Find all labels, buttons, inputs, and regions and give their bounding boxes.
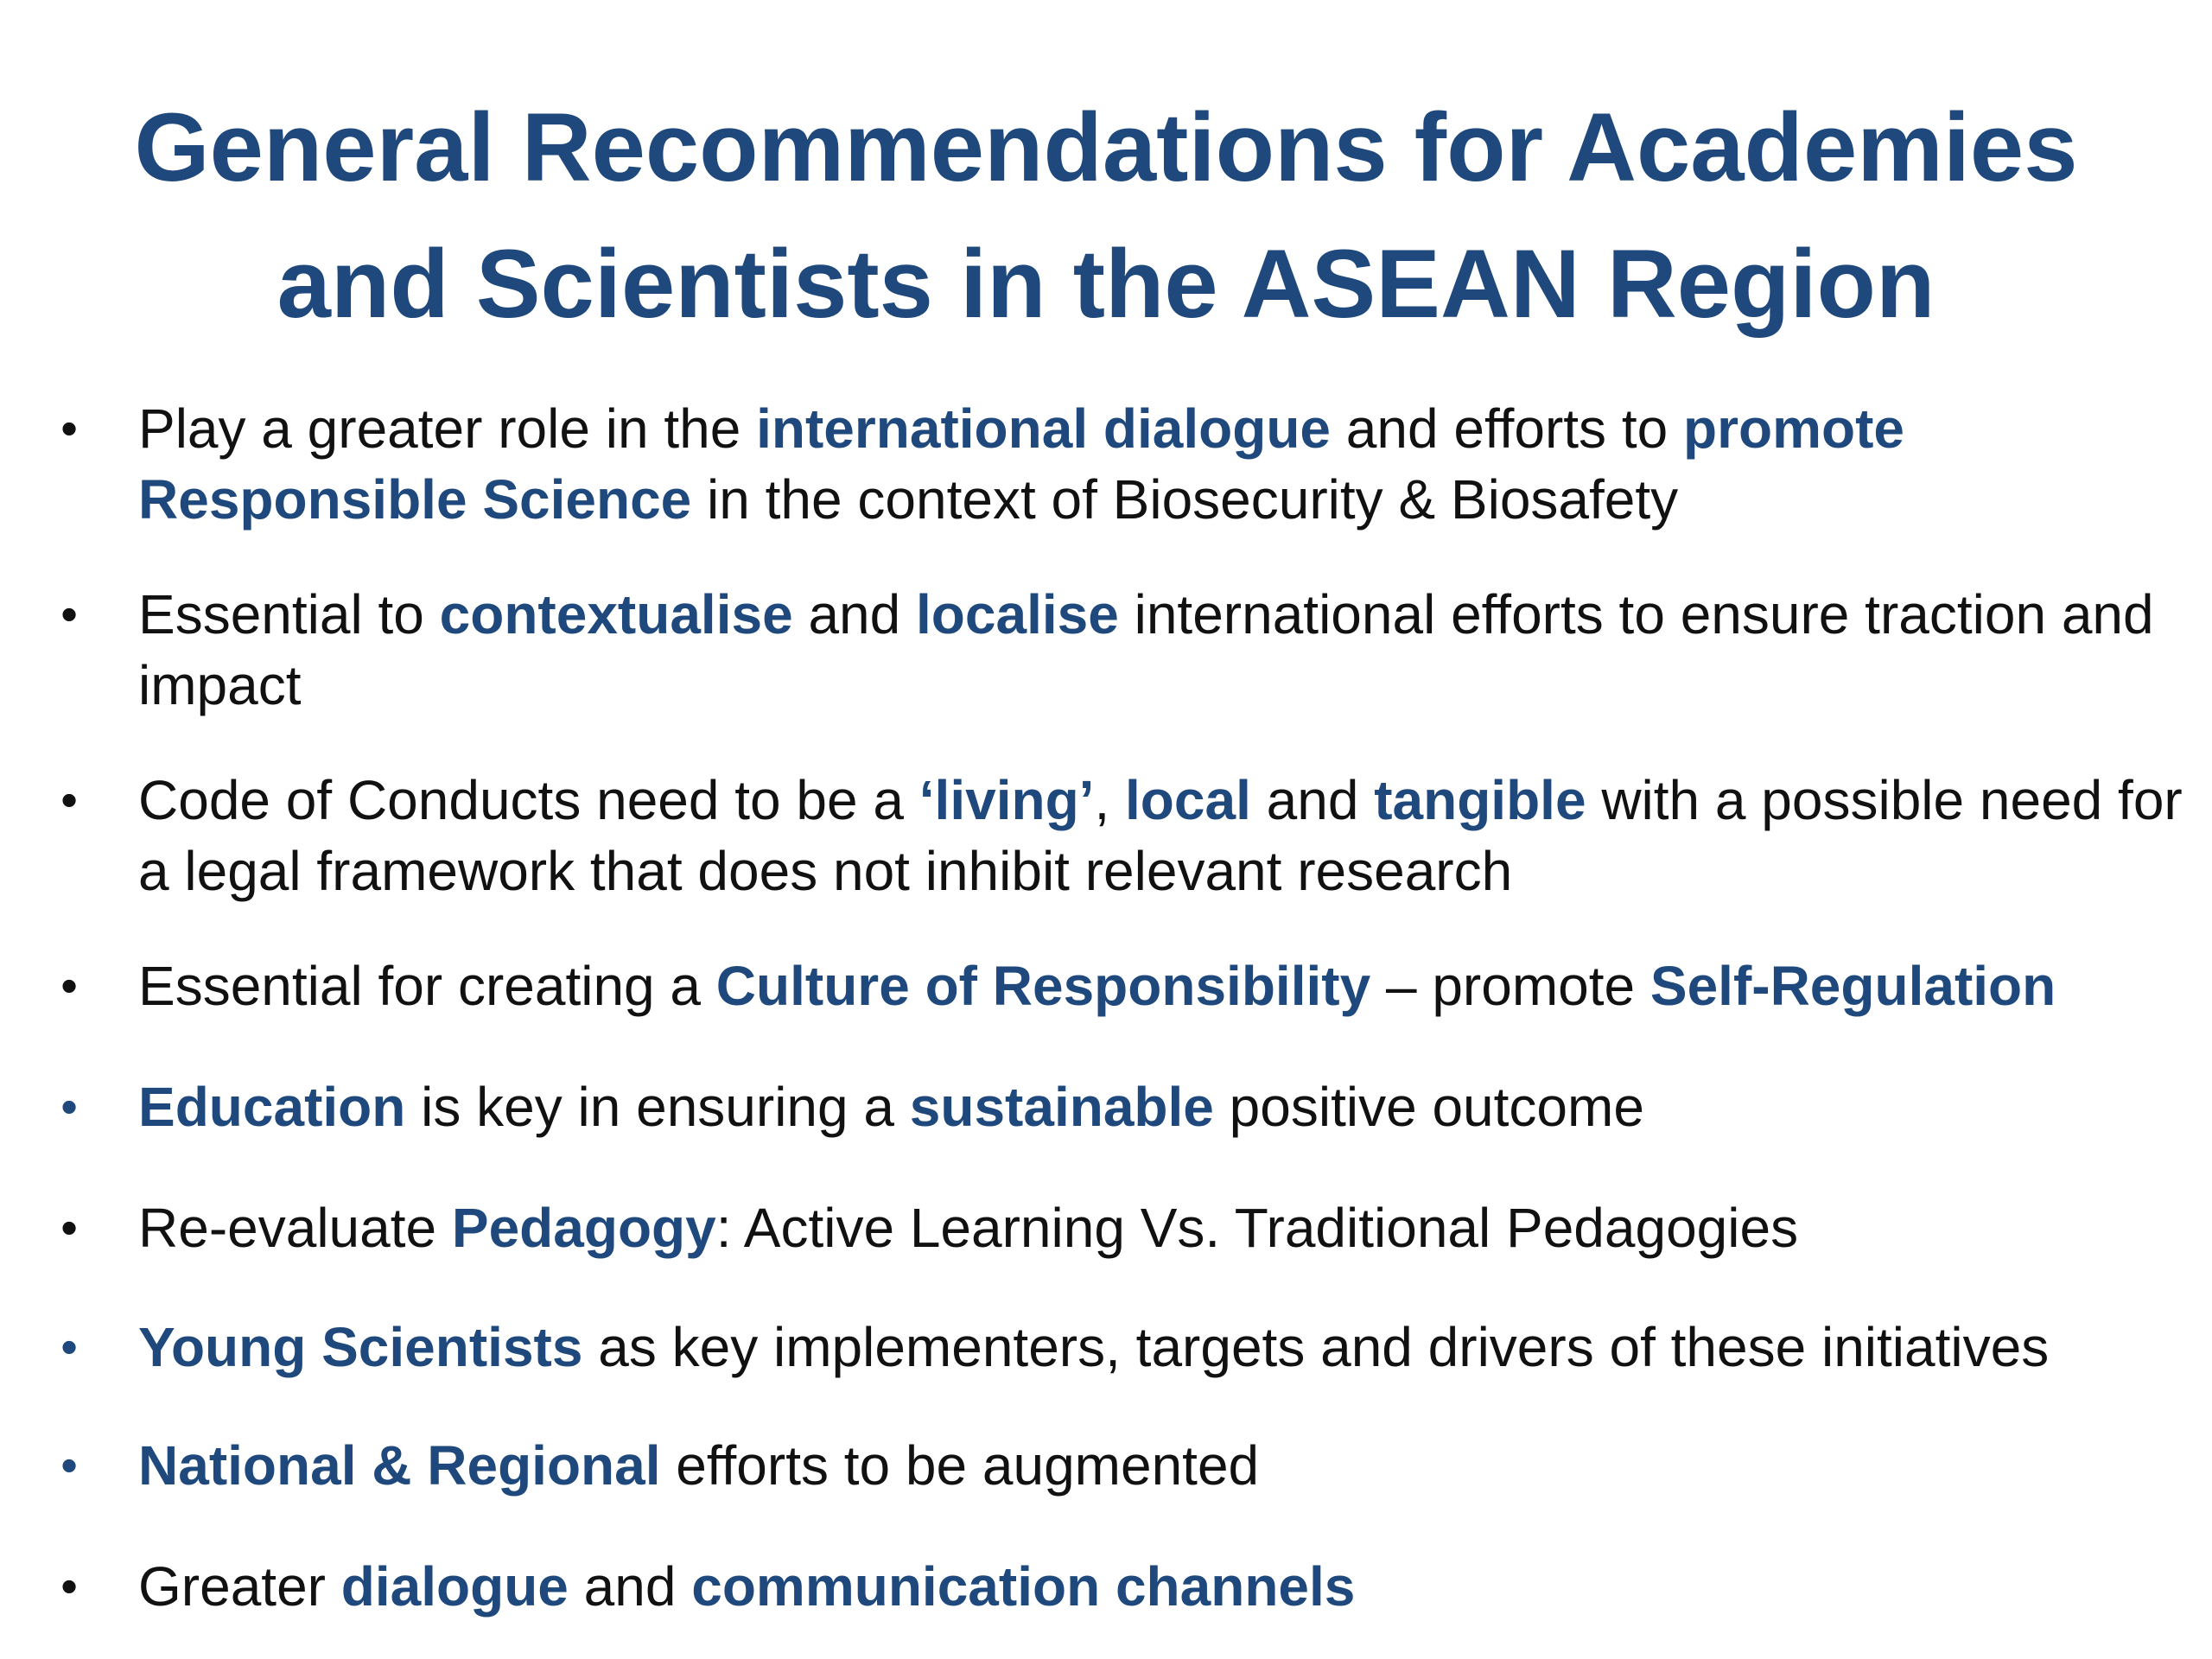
highlighted-phrase: sustainable bbox=[909, 1076, 1214, 1138]
bullet-dot: • bbox=[60, 401, 78, 455]
bullet-text: is key in ensuring a bbox=[405, 1076, 910, 1138]
bullet-dot: • bbox=[60, 1200, 78, 1255]
bullet-dot: • bbox=[60, 587, 78, 641]
highlighted-phrase: Culture of Responsibility bbox=[715, 955, 1371, 1017]
highlighted-phrase: international dialogue bbox=[756, 397, 1331, 460]
bullet-item bbox=[60, 765, 2203, 906]
highlighted-phrase: dialogue bbox=[340, 1555, 569, 1618]
slide-title bbox=[0, 79, 2212, 353]
bullet-text: – promote bbox=[1370, 955, 1650, 1017]
bullet-item bbox=[60, 1192, 2203, 1263]
bullet-dot: • bbox=[60, 1438, 78, 1492]
bullet-dot: • bbox=[60, 1079, 78, 1134]
bullet-text: Play a greater role in the bbox=[138, 397, 757, 460]
bullet-item bbox=[60, 1430, 2203, 1501]
bullet-item bbox=[60, 1551, 2203, 1622]
slide-title-line-2: and Scientists in the ASEAN Region bbox=[276, 230, 1936, 338]
bullet-item bbox=[60, 950, 2203, 1021]
bullet-dot: • bbox=[60, 772, 78, 827]
bullet-dot: • bbox=[60, 1559, 78, 1613]
bullet-text: and bbox=[568, 1555, 692, 1618]
bullet-item bbox=[60, 1071, 2203, 1142]
bullet-item bbox=[60, 579, 2203, 721]
highlighted-phrase: Self-Regulation bbox=[1649, 955, 2056, 1017]
bullet-dot: • bbox=[60, 958, 78, 1013]
bullet-text: positive outcome bbox=[1213, 1076, 1644, 1138]
highlighted-phrase: communication channels bbox=[691, 1555, 1356, 1618]
bullet-item bbox=[60, 393, 2203, 535]
slide-title-line-1: General Recommendations for Academies bbox=[134, 93, 2078, 201]
bullet-text: and bbox=[1250, 769, 1375, 831]
highlighted-phrase: Education bbox=[138, 1076, 406, 1138]
bullet-text: Greater bbox=[138, 1555, 341, 1618]
highlighted-phrase: contextualise bbox=[439, 583, 793, 645]
bullet-text: as key implementers, targets and drivers of these initiatives bbox=[582, 1316, 2050, 1378]
highlighted-phrase: Young Scientists bbox=[138, 1316, 583, 1378]
highlighted-phrase: tangible bbox=[1374, 769, 1586, 831]
highlighted-phrase: ‘living’ bbox=[918, 769, 1095, 831]
bullet-text: in the context of Biosecurity & Biosafety bbox=[691, 468, 1679, 531]
bullet-text: : Active Learning Vs. Traditional Pedagogies bbox=[715, 1197, 1799, 1259]
bullet-text: and bbox=[792, 583, 916, 645]
highlighted-phrase: localise bbox=[916, 583, 1119, 645]
bullet-text: Essential to bbox=[138, 583, 440, 645]
bullet-text: international efforts to ensure traction and impact bbox=[138, 583, 2154, 716]
bullet-text: with a possible need for a legal framework that does not inhibit relevant research bbox=[138, 769, 2183, 902]
bullet-text: Re-evaluate bbox=[138, 1197, 452, 1259]
highlighted-phrase: National & Regional bbox=[138, 1434, 661, 1497]
bullet-text: efforts to be augmented bbox=[660, 1434, 1260, 1497]
bullet-dot: • bbox=[60, 1319, 78, 1374]
bullet-text: Essential for creating a bbox=[138, 955, 716, 1017]
highlighted-phrase: local bbox=[1125, 769, 1251, 831]
bullet-text: , bbox=[1094, 769, 1125, 831]
highlighted-phrase: promote Responsible Science bbox=[138, 397, 1904, 531]
bullet-text: Code of Conducts need to be a bbox=[138, 769, 919, 831]
bullet-item bbox=[60, 1312, 2203, 1382]
highlighted-phrase: Pedagogy bbox=[451, 1197, 716, 1259]
bullet-text: and efforts to bbox=[1331, 397, 1683, 460]
